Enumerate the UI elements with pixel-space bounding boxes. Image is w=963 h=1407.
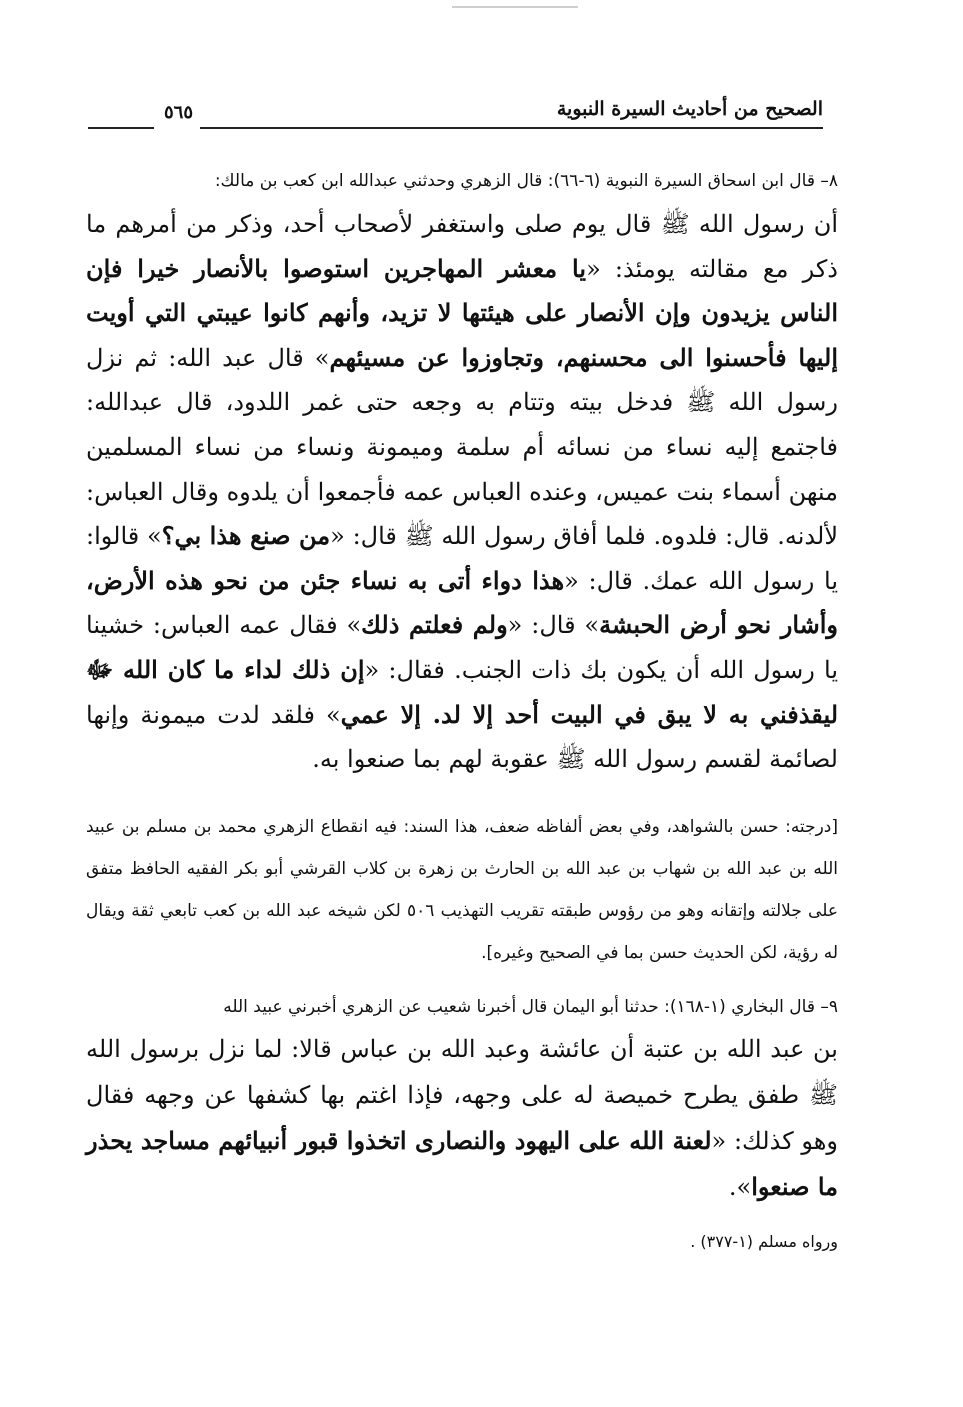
text-segment: » قال عبد الله: ثم نزل رسول الله ﷺ فدخل بيته وتتام به وجعه حتى غمر اللدود، قال عبدالله: فاجتمع إليه نساء من نسائه أم سلمة وميمونة ونساء من نساء المسلمين منهن أسماء بنت عميس، وعنده العباس عمه فأجمعوا أن يلدوه وقال العباس: لألدنه. قال: فلدوه. فلما أفاق رسول الله ﷺ قال: «: [86, 343, 839, 551]
hadith-section-8: [86, 166, 838, 974]
quote-segment: إن ذلك لداء ما كان الله ﷻ ليقذفني به لا يبق في البيت أحد إلا لد. إلا عمي: [86, 654, 839, 729]
quote-segment: من صنع هذا بي؟: [161, 521, 331, 551]
text-segment: » قال: «: [507, 611, 600, 640]
section-8-intro: ٨– قال ابن اسحاق السيرة النبوية (٦-٦٦): قال الزهري وحدثني عبدالله ابن كعب بن مالك:: [214, 171, 838, 191]
text-segment: » قالوا: يا رسول الله عمك. قال: «: [86, 522, 838, 595]
text-segment: بن عبد الله بن عتبة أن عائشة وعبد الله بن عباس قالا: لما نزل برسول الله ﷺ طفق يطرح خميصة له على وجهه، فإذا اغتم بها كشفها عن وجهه فقال وهو كذلك: «: [86, 1034, 839, 1155]
section-8-body: [86, 202, 838, 782]
page-header: [88, 96, 823, 136]
book-title: الصحيح من أحاديث السيرة النبوية: [556, 98, 823, 120]
section-9-body: [86, 1026, 838, 1210]
hadith-section-9: [86, 992, 838, 1251]
text-segment: » فقال عمه العباس: خشينا يا رسول الله أن يكون بك ذات الجنب. فقال: «: [86, 611, 838, 684]
section-8-grade: [درجته: حسن بالشواهد، وفي بعض ألفاظه ضعف، هذا السند: فيه انقطاع الزهري محمد بن مسلم بن عبيد الله بن عبد الله بن شهاب بن عبد الله بن الحارث بن زهرة بن كلاب القرشي أبو بكر الفقيه الحافظ متفق على جلالته وإتقانه وهو من رؤوس طبقته تقريب التهذيب ٥٠٦ لكن شيخه عبد الله بن كعب تابعي ثقة ويقال له رؤية، لكن الحديث حسن بما في الصحيح وغيره].: [86, 816, 838, 963]
section-9-intro: ٩– قال البخاري (١-١٦٨): حدثنا أبو اليمان قال أخبرنا شعيب عن الزهري أخبرني عبيد الله: [223, 996, 838, 1017]
page-number: ٥٦٥: [158, 102, 199, 123]
section-9-source: ورواه مسلم (١-٣٧٧) .: [690, 1231, 838, 1251]
header-rule: [200, 127, 823, 129]
quote-segment: لعنة الله على اليهود والنصارى اتخذوا قبور أنبيائهم مساجد يحذر ما صنعوا: [86, 1125, 838, 1201]
text-segment: ».: [728, 1172, 752, 1201]
quote-segment: يا معشر المهاجرين استوصوا بالأنصار خيرا فإن الناس يزيدون وإن الأنصار على هيئتها لا تزيد، وأنهم كانوا عيبتي التي أويت إليها فأحسنوا الى محسنهم، وتجاوزوا عن مسيئهم: [86, 253, 838, 372]
quote-segment: هذا دواء أتى به نساء جئن من نحو هذه الأرض، وأشار نحو أرض الحبشة: [86, 565, 839, 640]
quote-segment: ولم فعلتم ذلك: [361, 610, 508, 640]
text-segment: » فلقد لدت ميمونة وإنها لصائمة لقسم رسول الله ﷺ عقوبة لهم بما صنعوا به.: [86, 700, 838, 774]
scan-artifact-line: [452, 6, 578, 8]
text-segment: أن رسول الله ﷺ قال يوم صلى واستغفر لأصحاب أحد، وذكر من أمرهم ما ذكر مع مقالته يومئذ: «: [86, 210, 838, 283]
page-content: [86, 166, 838, 1267]
page-number-rule: [88, 127, 154, 129]
